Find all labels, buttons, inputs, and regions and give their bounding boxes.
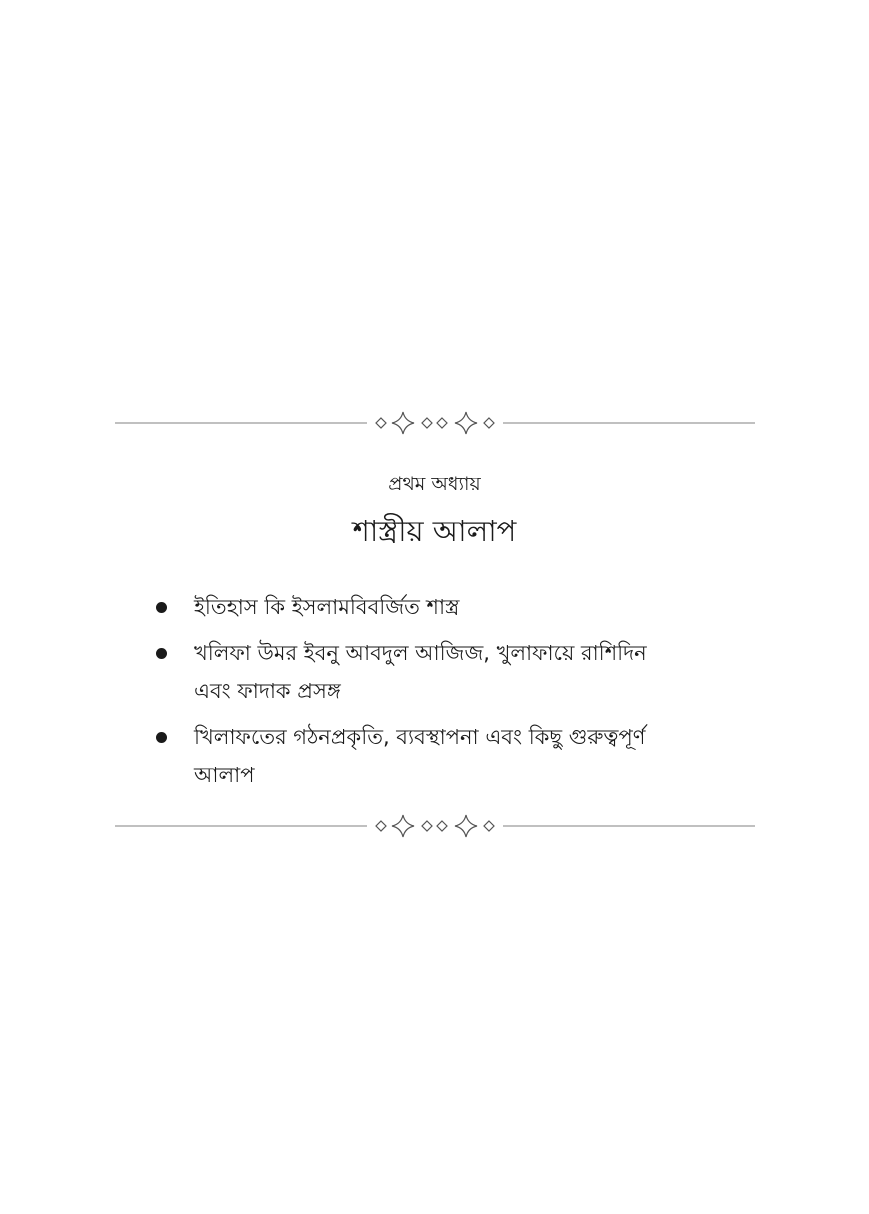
topic-item [150,588,690,626]
bullet-icon [156,602,167,613]
topic-item [150,718,690,794]
ornament-line-icon [115,408,755,438]
topic-item [150,634,690,710]
topic-text: ইতিহাস কি ইসলামবিবর্জিত শাস্ত্র [194,595,460,619]
chapter-label: প্রথম অধ্যায় [388,473,481,495]
bullet-icon [156,648,167,659]
ornamental-divider-top [115,408,755,438]
chapter-title: শাস্ত্রীয় আলাপ [352,514,517,548]
ornamental-divider-bottom [115,811,755,841]
bullet-icon [156,732,167,743]
topic-text: খিলাফতের গঠনপ্রকৃতি, ব্যবস্থাপনা এবং কিছু গুরুত্বপূর্ণ আলাপ [194,725,646,787]
topic-list [150,588,690,802]
ornament-line-icon [115,811,755,841]
topic-text: খলিফা উমর ইবনু আবদুল আজিজ, খুলাফায়ে রাশিদিন এবং ফাদাক প্রসঙ্গ [194,641,647,703]
